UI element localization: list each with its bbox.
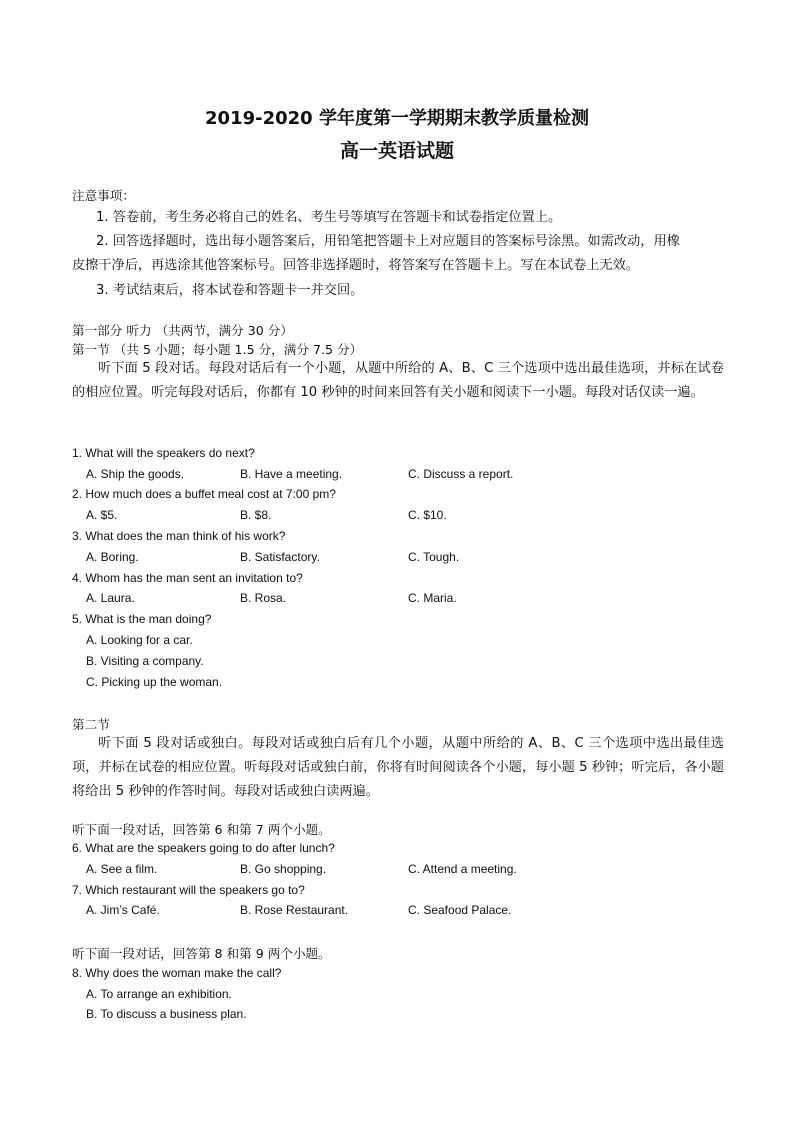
q4-option-a: A. Laura.	[86, 591, 135, 605]
section1-heading: 第一节 （共 5 小题；每小题 1.5 分，满分 7.5 分）	[72, 342, 363, 357]
notice-item-3: 3. 考试结束后，将本试卷和答题卡一并交回。	[96, 283, 364, 298]
q2-option-a: A. $5.	[86, 508, 118, 522]
q4-option-c: C. Maria.	[408, 591, 457, 605]
question-7: 7. Which restaurant will the speakers go to?	[72, 883, 305, 897]
q6-option-c: C. Attend a meeting.	[408, 862, 517, 876]
q5-option-b: B. Visiting a company.	[86, 654, 204, 668]
q4-option-b: B. Rosa.	[240, 591, 287, 605]
q6-option-b: B. Go shopping.	[240, 862, 327, 876]
group2-intro: 听下面一段对话，回答第 8 和第 9 两个小题。	[72, 946, 331, 961]
question-3: 3. What does the man think of his work?	[72, 529, 286, 543]
q6-option-a: A. See a film.	[86, 862, 158, 876]
exam-title: 2019-2020 学年度第一学期期末教学质量检测	[205, 108, 589, 129]
q5-option-a: A. Looking for a car.	[86, 633, 193, 647]
notice-heading: 注意事项：	[72, 188, 135, 203]
part1-heading: 第一部分 听力 （共两节，满分 30 分）	[72, 323, 293, 338]
q1-option-a: A. Ship the goods.	[86, 467, 185, 481]
q3-option-b: B. Satisfactory.	[240, 550, 320, 564]
q7-option-a: A. Jim’s Café.	[86, 903, 160, 917]
q8-option-a: A. To arrange an exhibition.	[86, 987, 232, 1001]
section2-instructions: 听下面 5 段对话或独白。每段对话或独白后有几个小题，从题中所给的 A、B、C 三个选项中选出最佳选项，并标在试卷的相应位置。听每段对话或独白前，你将有时间阅读各个小题，每小题 5 秒钟；听完后，各小题将给出 5 秒钟的作答时间。每段对话或独白读两遍。	[72, 736, 724, 799]
q2-option-b: B. $8.	[240, 508, 272, 522]
section1-instructions: 听下面 5 段对话。每段对话后有一个小题，从题中所给的 A、B、C 三个选项中选出最佳选项，并标在试卷的相应位置。听完每段对话后，你都有 10 秒钟的时间来回答有关小题和阅读下一小题。每段对话仅读一遍。	[72, 361, 724, 400]
group1-intro: 听下面一段对话，回答第 6 和第 7 两个小题。	[72, 822, 331, 837]
section2-heading: 第二节	[72, 717, 110, 732]
notice-item-2-line-1: 2. 回答选择题时，选出每小题答案后，用铅笔把答题卡上对应题目的答案标号涂黑。如需改动，用橡	[96, 234, 680, 249]
q1-option-c: C. Discuss a report.	[408, 467, 514, 481]
q5-option-c: C. Picking up the woman.	[86, 675, 223, 689]
q3-option-a: A. Boring.	[86, 550, 139, 564]
question-5: 5. What is the man doing?	[72, 612, 212, 626]
exam-subtitle: 高一英语试题	[339, 140, 454, 162]
notice-item-2-line-2: 皮擦干净后，再选涂其他答案标号。回答非选择题时，将答案写在答题卡上。写在本试卷上无效。	[72, 258, 640, 273]
q1-option-b: B. Have a meeting.	[240, 467, 343, 481]
question-2: 2. How much does a buffet meal cost at 7:00 pm?	[72, 487, 336, 501]
q7-option-c: C. Seafood Palace.	[408, 903, 512, 917]
notice-item-1: 1. 答卷前，考生务必将自己的姓名、考生号等填写在答题卡和试卷指定位置上。	[96, 210, 562, 225]
q7-option-b: B. Rose Restaurant.	[240, 903, 349, 917]
question-1: 1. What will the speakers do next?	[72, 446, 255, 460]
question-8: 8. Why does the woman make the call?	[72, 966, 282, 980]
question-6: 6. What are the speakers going to do after lunch?	[72, 841, 335, 855]
q3-option-c: C. Tough.	[408, 550, 460, 564]
q8-option-b: B. To discuss a business plan.	[86, 1007, 247, 1021]
question-4: 4. Whom has the man sent an invitation to?	[72, 571, 303, 585]
q2-option-c: C. $10.	[408, 508, 447, 522]
